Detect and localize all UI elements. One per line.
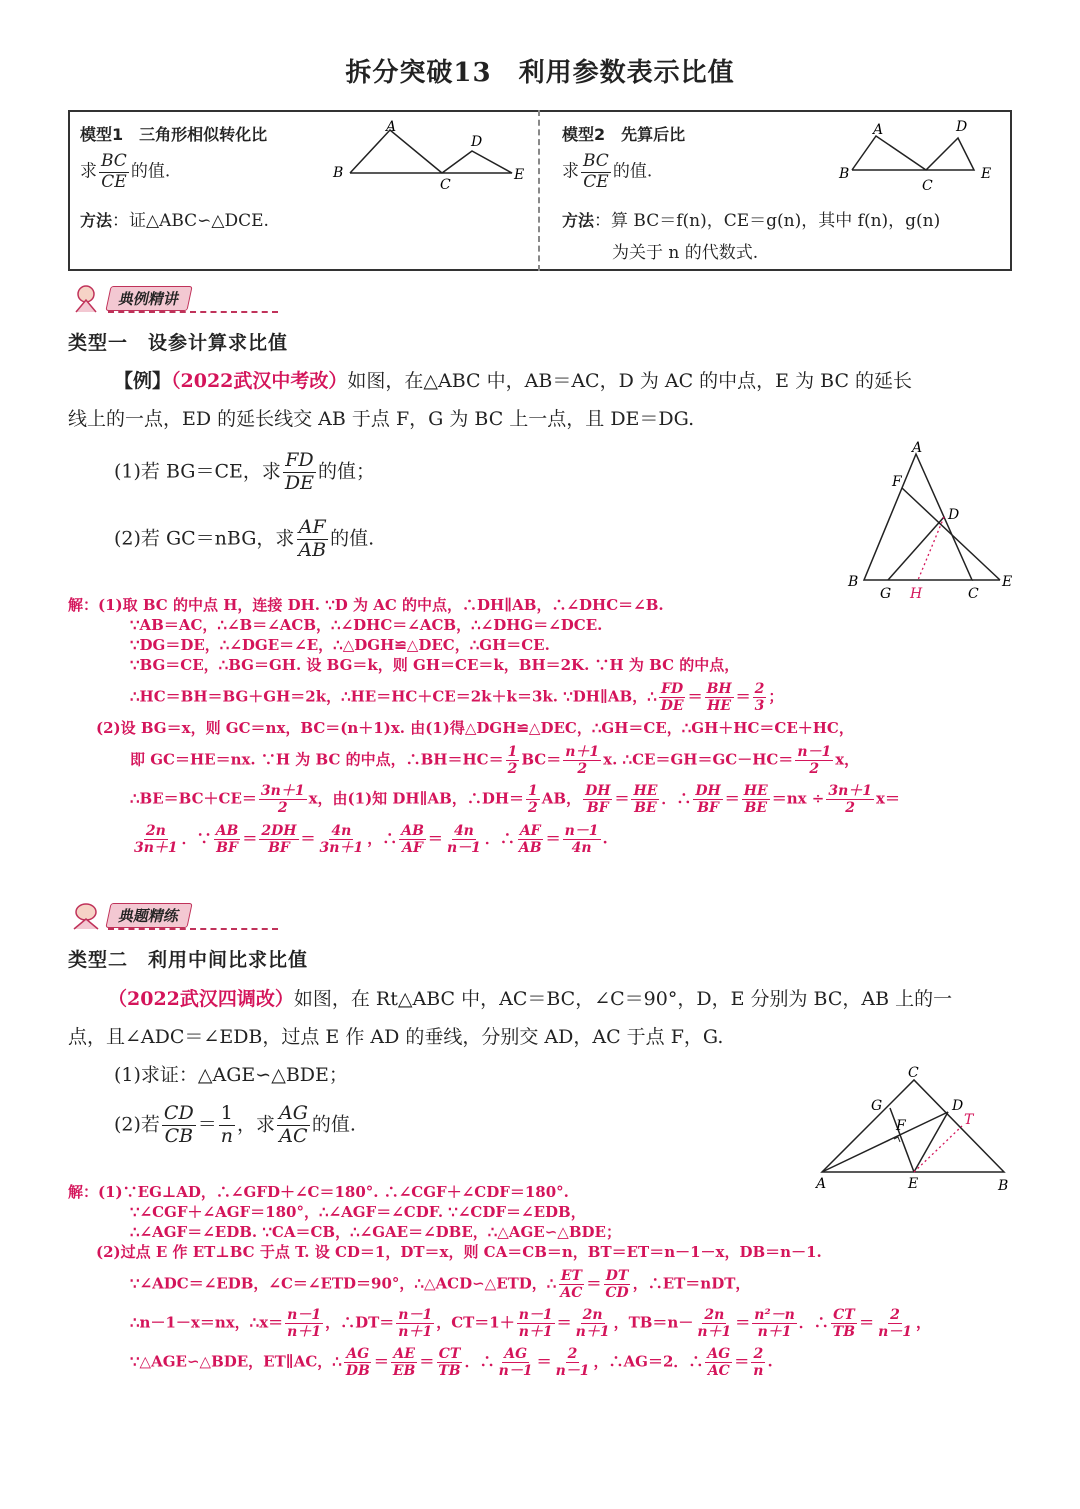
model2-method: 方法：算 BC＝f(n)，CE＝g(n)，其中 f(n)，g(n) [562, 211, 941, 231]
solution-1: 解：(1)取 BC 的中点 H，连接 DH. ∵D 为 AC 的中点，∴DH∥AB，∴∠DHC＝∠B. ∵AB＝AC，∴∠B＝∠ACB，∴∠DHC＝∠ACB，∴∠DHG＝∠DCE. ∵DG＝DE，∴∠DGE＝∠E，∴△DGH≌△DEC，∴GH＝CE. ∵BG＝CE，∴BG＝GH. 设 BG＝k，则 GH＝CE＝k，BH＝2K. ∵H 为 BC 的中点， ∴HC＝BH＝BG＋GH＝2k，∴HE＝HC＋CE＝2k＋k＝3k. ∵DH∥AB，∴ $\frac{FD}{DE}$ ＝ $\frac{BH}{HE}$ ＝ $\frac{2}{3}$ ； (2)设 BG＝x，则 GC＝nx，BC＝(n＋1)x. 由(1)得△DGH≌△DEC，∴GH＝CE，∴GH＋HC＝CE＋HC， 即 GC＝HE＝nx. ∵H 为 BC 的中点，∴BH＝HC＝ $\frac{1}{2}$ BC＝ $\frac{n+1}{2}$ x. ∴CE＝GH＝GC－HC＝ $\frac{n-1}{2}$ x， ∴BE＝BC＋CE＝ $\frac{3n+1}{2}$ x，由(1)知 DH∥AB，∴DH＝ $\frac{1}{2}$ AB， $\frac{DH}{BF}$ ＝ $\frac{HE}{BE}$ ．∴ $\frac{DH}{BF}$ ＝ $\frac{HE}{BE}$ ＝nx ÷ $\frac{3n+1}{2}$ x＝ $\frac{2n}{3n+1}$ ．∵ $\frac{AB}{BF}$ ＝ $\frac{2DH}{BF}$ ＝ $\frac{4n}{3n+1}$ ，∴ $\frac{AB}{AF}$ ＝ $\frac{4n}{n-1}$ ．∴ $\frac{AF}{AB}$ ＝ $\frac{n-1}{4n}$ . [68, 596, 900, 856]
model1-label-a: A [386, 119, 397, 135]
fig2-label-f: F [896, 1118, 906, 1134]
exercise-question-2: (2)若 $\frac{CD}{CB}$ ＝ $\frac{1}{n}$ ，求 $\frac{AG}{AC}$ 的值. [114, 1102, 356, 1147]
model1-label-d: D [471, 134, 483, 150]
exercise-figure [808, 1060, 1018, 1195]
fig2-label-g: G [871, 1098, 883, 1114]
fig2-label-c: C [908, 1065, 919, 1081]
fig1-label-e: E [1002, 574, 1013, 590]
example-question-2: (2)若 GC＝nBG，求 $\frac{AF}{AB}$ 的值. [114, 516, 375, 561]
section-banner-exercises [68, 900, 328, 930]
page-title: 拆分突破13 利用参数表示比值 [345, 58, 735, 88]
model1-method: 方法：证△ABC∽△DCE. [80, 211, 269, 231]
fig2-label-d: D [952, 1098, 964, 1114]
section-banner-examples [68, 283, 328, 313]
type1-heading: 类型一 设参计算求比值 [68, 332, 289, 354]
mascot-icon [68, 283, 106, 313]
line-de [914, 1112, 948, 1172]
fig1-label-d: D [948, 507, 960, 523]
example-figure [840, 440, 1020, 610]
model1-triangles [350, 130, 512, 173]
model2-method-line2: 为关于 n 的代数式. [612, 243, 759, 263]
model2-question: 求 $\frac{BC}{CE}$ 的值. [562, 151, 653, 192]
model2-figure [836, 118, 1006, 198]
fig1-label-a: A [912, 440, 923, 456]
fig1-label-f: F [892, 474, 902, 490]
example-statement: 【例】（2022武汉中考改）如图，在△ABC 中，AB＝AC，D 为 AC 的中点，E 为 BC 的延长 线上的一点，ED 的延长线交 AB 于点 F，G 为 BC 上一点，且 DE＝DG. [68, 370, 913, 430]
solution-2: 解：(1)∵EG⊥AD，∴∠GFD＋∠C＝180°. ∴∠CGF＋∠CDF＝180°. ∵∠CGF＋∠AGF＝180°，∴∠AGF＝∠CDF. ∵∠CDF＝∠EDB， ∴∠AGF＝∠EDB. ∵CA＝CB，∴∠GAE＝∠DBE，∴△AGE∽△BDE； (2)过点 E 作 ET⊥BC 于点 T. 设 CD＝1，DT＝x，则 CA＝CB＝n，BT＝ET＝n－1－x，DB＝n－1. ∵∠ADC＝∠EDB，∠C＝∠ETD＝90°，∴△ACD∽△ETD，∴ $\frac{ET}{AC}$ ＝ $\frac{DT}{CD}$ ，∴ET＝nDT， ∴n－1－x＝nx，∴x＝ $\frac{n-1}{n+1}$ ，∴DT＝ $\frac{n-1}{n+1}$ ，CT＝1＋ $\frac{n-1}{n+1}$ ＝ $\frac{2n}{n+1}$ ，TB＝n－ $\frac{2n}{n+1}$ ＝ $\frac{\text{n²－n}}{n+1}$ ．∴ $\frac{CT}{TB}$ ＝ $\frac{2}{n-1}$ ， ∵△AGE∽△BDE，ET∥AC，∴ $\frac{AG}{DB}$ ＝ $\frac{AE}{EB}$ ＝ $\frac{CT}{TB}$ ．∴ $\frac{AG}{n-1}$ ＝ $\frac{2}{n-1}$ ，∴AG＝2．∴ $\frac{AG}{AC}$ ＝ $\frac{2}{n}$ . [68, 1183, 932, 1380]
fig1-label-g: G [880, 586, 892, 602]
exercise-statement: （2022武汉四调改）如图，在 Rt△ABC 中，AC＝BC，∠C＝90°，D，E 分别为 BC，AB 上的一 点，且∠ADC＝∠EDB，过点 E 作 AD 的垂线，分别交 AD，AC 于点 F，G. [68, 988, 953, 1048]
fig2-label-a: A [816, 1176, 827, 1192]
type2-heading: 类型二 利用中间比求比值 [68, 949, 309, 971]
model2-label-d: D [956, 119, 968, 135]
model-divider [538, 110, 540, 271]
fig2-label-t: T [964, 1112, 974, 1128]
line-ef [902, 488, 1000, 580]
mascot-icon-2 [68, 900, 106, 930]
line-dh [918, 517, 944, 580]
model2-label-b: B [839, 166, 850, 182]
model2-label-e: E [981, 166, 992, 182]
fig1-label-h: H [910, 586, 923, 602]
model1-question: 求 $\frac{BC}{CE}$ 的值. [80, 151, 171, 192]
model1-figure [330, 118, 530, 198]
model2-label-c: C [922, 178, 933, 194]
line-et [914, 1126, 962, 1172]
model1-heading: 模型1 三角形相似转化比 [80, 125, 268, 144]
example-question-1: (1)若 BG＝CE，求 $\frac{FD}{DE}$ 的值； [114, 449, 375, 494]
fig2-label-b: B [998, 1178, 1009, 1194]
model2-triangles [852, 136, 974, 170]
exercise-question-1: (1)求证：△AGE∽△BDE； [114, 1064, 348, 1086]
fig1-label-c: C [968, 586, 979, 602]
fig2-label-e: E [908, 1176, 919, 1192]
line-dg [888, 517, 944, 580]
model2-heading: 模型2 先算后比 [562, 125, 686, 144]
model1-label-e: E [514, 167, 525, 183]
fig1-label-b: B [848, 574, 859, 590]
model1-label-b: B [333, 165, 344, 181]
banner-exercises-label: 典题精练 [105, 903, 192, 928]
model2-label-a: A [873, 122, 884, 138]
line-ad [822, 1112, 948, 1172]
model1-label-c: C [440, 177, 451, 193]
banner-examples-label: 典例精讲 [105, 286, 192, 311]
